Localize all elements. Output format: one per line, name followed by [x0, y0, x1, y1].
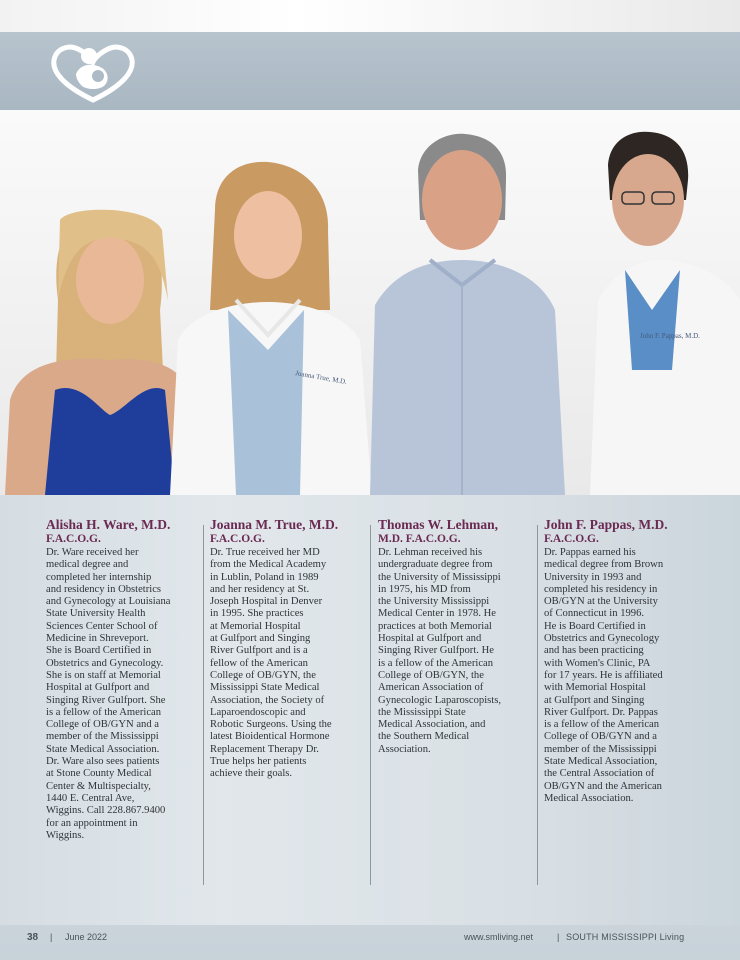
doctor-credentials: F.A.C.O.G.: [210, 533, 265, 545]
doctor-card: [544, 518, 702, 805]
doctor-bio: Dr. Lehman received his undergraduate degree from the University of Mississippi in 1975, his MD from the University Mississippi Medical Center in 1978. He practices at both Memorial Hospital at Gulfport and Singing River Gulfport. He is a fellow of the American College of OB/GYN, the American Association of Gynecologic Laparoscopists, the Mississippi State Medical Association, and the Southern Medical Association.: [378, 547, 501, 755]
doctor-bio: Dr. True received her MD from the Medical Academy in Lublin, Poland in 1989 and her residency at St. Joseph Hospital in Denver in 1995. She practices at Memorial Hospital at Gulfport and Singing River Gulfport and is a fellow of the American College of OB/GYN, the Mississippi State Medical Association, the Society of Laparoendoscopic and Robotic Surgeons. Using the latest Bioidentical Hormone Replacement Therapy Dr. True helps her patients achieve their goals.: [210, 547, 332, 780]
footer-separator: |: [557, 932, 560, 942]
doctor-name: Thomas W. Lehman,: [378, 517, 499, 532]
doctor-credentials: F.A.C.O.G.: [544, 533, 599, 545]
footer-separator: |: [50, 932, 53, 942]
magazine-name: SOUTH MISSISSIPPI Living: [566, 932, 685, 942]
doctor-card: [378, 518, 536, 756]
top-strip: [0, 0, 740, 32]
doctor-name: John F. Pappas, M.D.: [544, 517, 668, 532]
doctor-card: [210, 518, 368, 781]
issue-date: June 2022: [65, 932, 108, 942]
page-number: 38: [27, 932, 39, 943]
svg-text:Joanna True, M.D.: Joanna True, M.D.: [294, 369, 348, 387]
column-divider: [537, 525, 538, 885]
doctor-name: Alisha H. Ware, M.D.: [46, 517, 171, 532]
doctor-card: [46, 518, 204, 842]
column-divider: [370, 525, 371, 885]
column-divider: [203, 525, 204, 885]
heart-mother-baby-icon: [46, 40, 140, 104]
doctor-bio: Dr. Pappas earned his medical degree from Brown University in 1993 and completed his residency in OB/GYN at the University of Connecticut in 1996. He is Board Certified in Obstetrics and Gynecology and has been practicing with Women's Clinic, PA for 17 years. He is affiliated with Memorial Hospital at Gulfport and Singing River Gulfport. Dr. Pappas is a fellow of the American College of OB/GYN and a member of the Mississippi State Medical Association, the Central Association of OB/GYN and the American Medical Association.: [544, 547, 664, 804]
group-photo: [0, 110, 740, 495]
doctor-bio: Dr. Ware received her medical degree and completed her internship and residency in Obstetrics and Gynecology at Louisiana State University Health Sciences Center School of Medicine in Shreveport. She is Board Certified in Obstetrics and Gynecology. She is on staff at Memorial Hospital at Gulfport and Singing River Gulfport. She is a fellow of the American College of OB/GYN and a member of the Mississippi State Medical Association. Dr. Ware also sees patients at Stone County Medical Center & Multispecialty, 1440 E. Central Ave, Wiggins. Call 228.867.9400 for an appointment in Wiggins.: [46, 547, 171, 841]
svg-text:John F. Pappas, M.D.: John F. Pappas, M.D.: [640, 332, 700, 340]
doctor-credentials: M.D. F.A.C.O.G.: [378, 533, 461, 545]
doctor-name: Joanna M. True, M.D.: [210, 517, 339, 532]
page-footer: [0, 925, 740, 960]
doctor-credentials: F.A.C.O.G.: [46, 533, 101, 545]
website-link[interactable]: www.smliving.net: [464, 932, 534, 942]
